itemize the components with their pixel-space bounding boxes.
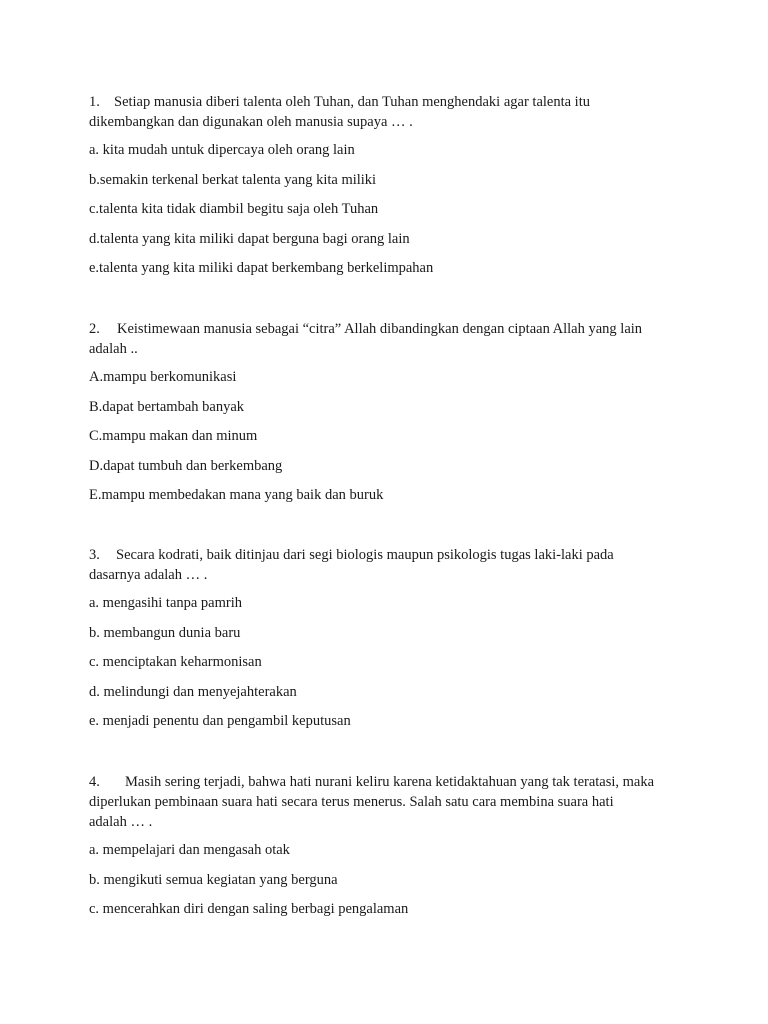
answer-option-d: D.dapat tumbuh dan berkembang (89, 457, 283, 474)
question-text-line-2: diperlukan pembinaan suara hati secara terus menerus. Salah satu cara membina suara hati (89, 794, 614, 810)
question-stem (89, 92, 689, 132)
answer-option-a: A.mampu berkomunikasi (89, 369, 237, 385)
question-stem (89, 319, 689, 359)
question-2 (89, 319, 689, 515)
answer-option-a: a. mengasihi tanpa pamrih (89, 595, 243, 611)
answer-option-d: d.talenta yang kita miliki dapat berguna bagi orang lain (89, 230, 410, 247)
question-4 (89, 772, 689, 929)
question-text-line-2: adalah .. (89, 341, 138, 357)
answer-option-b: b. mengikuti semua kegiatan yang berguna (89, 871, 338, 888)
answer-option-e: e. menjadi penentu dan pengambil keputusan (89, 713, 351, 730)
answer-option-b: B.dapat bertambah banyak (89, 398, 245, 415)
question-text-line-2: dasarnya adalah … . (89, 567, 208, 583)
question-text-line-3: adalah … . (89, 814, 153, 830)
question-text-line-1: Masih sering terjadi, bahwa hati nurani keliru karena ketidaktahuan yang tak teratasi, maka (125, 774, 655, 790)
answer-option-c: c. menciptakan keharmonisan (89, 654, 262, 671)
answer-option-e: e.talenta yang kita miliki dapat berkembang berkelimpahan (89, 260, 434, 277)
answer-option-b: b.semakin terkenal berkat talenta yang kita miliki (89, 171, 377, 188)
answer-option-c: c. mencerahkan diri dengan saling berbagi pengalaman (89, 901, 409, 918)
question-text-line-2: dikembangkan dan digunakan oleh manusia supaya … . (89, 114, 413, 130)
answer-option-c: C.mampu makan dan minum (89, 428, 258, 445)
question-stem (89, 545, 689, 585)
question-1 (89, 92, 689, 288)
question-number: 2. (89, 321, 100, 337)
question-text-line-1: Setiap manusia diberi talenta oleh Tuhan, dan Tuhan menghendaki agar talenta itu (114, 94, 590, 110)
answer-option-b: b. membangun dunia baru (89, 624, 241, 641)
answer-option-a: a. kita mudah untuk dipercaya oleh orang lain (89, 142, 355, 158)
question-3 (89, 545, 689, 741)
question-number: 1. (89, 94, 100, 110)
question-number: 3. (89, 547, 100, 563)
question-text-line-1: Keistimewaan manusia sebagai “citra” Allah dibandingkan dengan ciptaan Allah yang lain (117, 321, 643, 337)
answer-option-c: c.talenta kita tidak diambil begitu saja oleh Tuhan (89, 201, 379, 218)
answer-option-e: E.mampu membedakan mana yang baik dan buruk (89, 487, 384, 504)
answer-option-d: d. melindungi dan menyejahterakan (89, 683, 297, 700)
question-number: 4. (89, 774, 100, 790)
question-text-line-1: Secara kodrati, baik ditinjau dari segi biologis maupun psikologis tugas laki-laki pada (116, 547, 614, 563)
question-stem (89, 772, 689, 832)
answer-option-a: a. mempelajari dan mengasah otak (89, 842, 290, 858)
